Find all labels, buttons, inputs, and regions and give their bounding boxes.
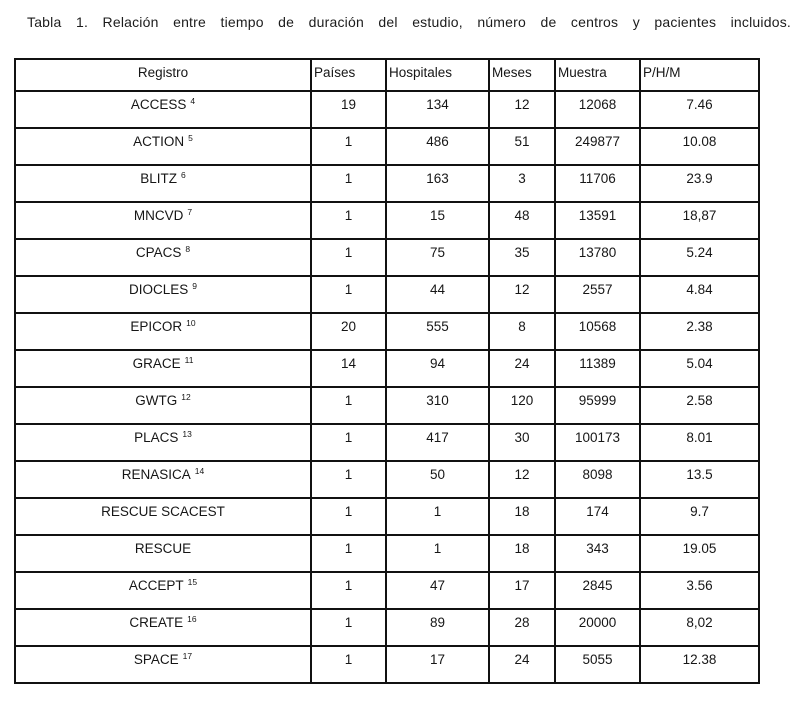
table-row	[15, 387, 759, 424]
hospitales-cell: 310	[386, 387, 489, 424]
phm-cell: 7.46	[640, 91, 759, 128]
phm-cell: 19.05	[640, 535, 759, 572]
table-row	[15, 572, 759, 609]
meses-cell: 30	[489, 424, 555, 461]
table-row	[15, 646, 759, 683]
registry-name-cell	[15, 609, 311, 646]
column-header-registro: Registro	[15, 59, 311, 91]
phm-cell: 8,02	[640, 609, 759, 646]
table-row	[15, 461, 759, 498]
table-row	[15, 424, 759, 461]
meses-cell: 8	[489, 313, 555, 350]
phm-cell: 23.9	[640, 165, 759, 202]
muestra-cell: 174	[555, 498, 640, 535]
hospitales-cell: 15	[386, 202, 489, 239]
table-row	[15, 91, 759, 128]
hospitales-cell: 89	[386, 609, 489, 646]
registry-name-cell	[15, 387, 311, 424]
paises-cell: 1	[311, 202, 386, 239]
phm-cell: 5.24	[640, 239, 759, 276]
paises-cell: 1	[311, 461, 386, 498]
muestra-cell: 95999	[555, 387, 640, 424]
registry-name-cell	[15, 276, 311, 313]
meses-cell: 120	[489, 387, 555, 424]
meses-cell: 28	[489, 609, 555, 646]
phm-cell: 12.38	[640, 646, 759, 683]
column-header-meses: Meses	[489, 59, 555, 91]
meses-cell: 24	[489, 646, 555, 683]
header-row	[15, 59, 759, 91]
table-row	[15, 128, 759, 165]
hospitales-cell: 134	[386, 91, 489, 128]
registry-name: DIOCLES	[128, 282, 189, 297]
paises-cell: 1	[311, 424, 386, 461]
registry-name-cell	[15, 91, 311, 128]
registry-name-cell	[15, 128, 311, 165]
reference-superscript: 14	[194, 465, 205, 476]
registry-name-cell	[15, 165, 311, 202]
table-row	[15, 609, 759, 646]
paises-cell: 1	[311, 165, 386, 202]
registry-name: RENASICA	[121, 467, 191, 482]
hospitales-cell: 1	[386, 535, 489, 572]
registry-name: BLITZ	[140, 171, 178, 186]
registry-name-cell	[15, 424, 311, 461]
registry-name: GWTG	[135, 393, 178, 408]
meses-cell: 12	[489, 91, 555, 128]
muestra-cell: 13591	[555, 202, 640, 239]
hospitales-cell: 163	[386, 165, 489, 202]
reference-superscript: 11	[184, 354, 194, 365]
phm-cell: 8.01	[640, 424, 759, 461]
meses-cell: 3	[489, 165, 555, 202]
paises-cell: 20	[311, 313, 386, 350]
registry-name: GRACE	[132, 356, 181, 371]
registry-name: RESCUE SCACEST	[101, 504, 225, 519]
paises-cell: 1	[311, 387, 386, 424]
reference-superscript: 4	[190, 95, 196, 106]
registry-name: RESCUE	[134, 541, 192, 556]
column-header-muestra: Muestra	[555, 59, 640, 91]
reference-superscript: 9	[192, 280, 197, 291]
muestra-cell: 10568	[555, 313, 640, 350]
phm-cell: 5.04	[640, 350, 759, 387]
muestra-cell: 11389	[555, 350, 640, 387]
meses-cell: 51	[489, 128, 555, 165]
muestra-cell: 13780	[555, 239, 640, 276]
phm-cell: 2.58	[640, 387, 759, 424]
registry-name: EPICOR	[130, 319, 183, 334]
hospitales-cell: 75	[386, 239, 489, 276]
paises-cell: 1	[311, 276, 386, 313]
registry-name-cell	[15, 498, 311, 535]
phm-cell: 13.5	[640, 461, 759, 498]
hospitales-cell: 17	[386, 646, 489, 683]
column-header-hospitales: Hospitales	[386, 59, 489, 91]
muestra-cell: 5055	[555, 646, 640, 683]
paises-cell: 1	[311, 646, 386, 683]
table-row	[15, 498, 759, 535]
hospitales-cell: 555	[386, 313, 489, 350]
meses-cell: 12	[489, 461, 555, 498]
phm-cell: 9.7	[640, 498, 759, 535]
table-caption: Tabla 1. Relación entre tiempo de duración del estudio, número de centros y pacientes incluidos.	[27, 14, 791, 30]
table-body	[15, 91, 759, 683]
registry-name: ACTION	[133, 134, 185, 149]
reference-superscript: 6	[181, 169, 186, 180]
muestra-cell: 2557	[555, 276, 640, 313]
registry-name-cell	[15, 350, 311, 387]
registry-name-cell	[15, 646, 311, 683]
meses-cell: 35	[489, 239, 555, 276]
table-row	[15, 239, 759, 276]
reference-superscript: 12	[181, 391, 191, 402]
meses-cell: 48	[489, 202, 555, 239]
table-row	[15, 202, 759, 239]
registry-name-cell	[15, 535, 311, 572]
table-row	[15, 350, 759, 387]
table-header	[15, 59, 759, 91]
hospitales-cell: 50	[386, 461, 489, 498]
paises-cell: 1	[311, 498, 386, 535]
registry-name-cell	[15, 239, 311, 276]
table-row	[15, 313, 759, 350]
meses-cell: 17	[489, 572, 555, 609]
muestra-cell: 8098	[555, 461, 640, 498]
phm-cell: 10.08	[640, 128, 759, 165]
reference-superscript: 10	[186, 317, 196, 328]
table-row	[15, 535, 759, 572]
table-row	[15, 276, 759, 313]
paises-cell: 1	[311, 609, 386, 646]
phm-cell: 2.38	[640, 313, 759, 350]
meses-cell: 12	[489, 276, 555, 313]
meses-cell: 24	[489, 350, 555, 387]
reference-superscript: 16	[187, 613, 197, 624]
reference-superscript: 17	[182, 650, 193, 661]
reference-superscript: 15	[187, 576, 198, 587]
paises-cell: 1	[311, 239, 386, 276]
hospitales-cell: 44	[386, 276, 489, 313]
reference-superscript: 7	[187, 206, 193, 217]
registry-name: PLACS	[134, 430, 179, 445]
paises-cell: 1	[311, 572, 386, 609]
registry-name: CREATE	[129, 615, 184, 630]
hospitales-cell: 47	[386, 572, 489, 609]
muestra-cell: 2845	[555, 572, 640, 609]
muestra-cell: 100173	[555, 424, 640, 461]
hospitales-cell: 486	[386, 128, 489, 165]
paises-cell: 1	[311, 128, 386, 165]
paises-cell: 14	[311, 350, 386, 387]
hospitales-cell: 1	[386, 498, 489, 535]
phm-cell: 3.56	[640, 572, 759, 609]
meses-cell: 18	[489, 535, 555, 572]
table-row	[15, 165, 759, 202]
registry-name: MNCVD	[133, 208, 184, 223]
paises-cell: 1	[311, 535, 386, 572]
hospitales-cell: 417	[386, 424, 489, 461]
column-header-phm: P/H/M	[640, 59, 759, 91]
registry-name: CPACS	[135, 245, 182, 260]
registry-name: SPACE	[133, 652, 179, 667]
registry-table	[14, 58, 760, 684]
reference-superscript: 13	[182, 428, 192, 439]
registry-name: ACCESS	[130, 97, 187, 112]
muestra-cell: 12068	[555, 91, 640, 128]
muestra-cell: 249877	[555, 128, 640, 165]
hospitales-cell: 94	[386, 350, 489, 387]
muestra-cell: 11706	[555, 165, 640, 202]
meses-cell: 18	[489, 498, 555, 535]
paises-cell: 19	[311, 91, 386, 128]
muestra-cell: 20000	[555, 609, 640, 646]
registry-name: ACCEPT	[128, 578, 184, 593]
reference-superscript: 5	[188, 132, 193, 143]
registry-name-cell	[15, 313, 311, 350]
registry-name-cell	[15, 572, 311, 609]
column-header-paises: Países	[311, 59, 386, 91]
phm-cell: 4.84	[640, 276, 759, 313]
registry-name-cell	[15, 202, 311, 239]
reference-superscript: 8	[185, 243, 191, 254]
registry-name-cell	[15, 461, 311, 498]
muestra-cell: 343	[555, 535, 640, 572]
phm-cell: 18,87	[640, 202, 759, 239]
